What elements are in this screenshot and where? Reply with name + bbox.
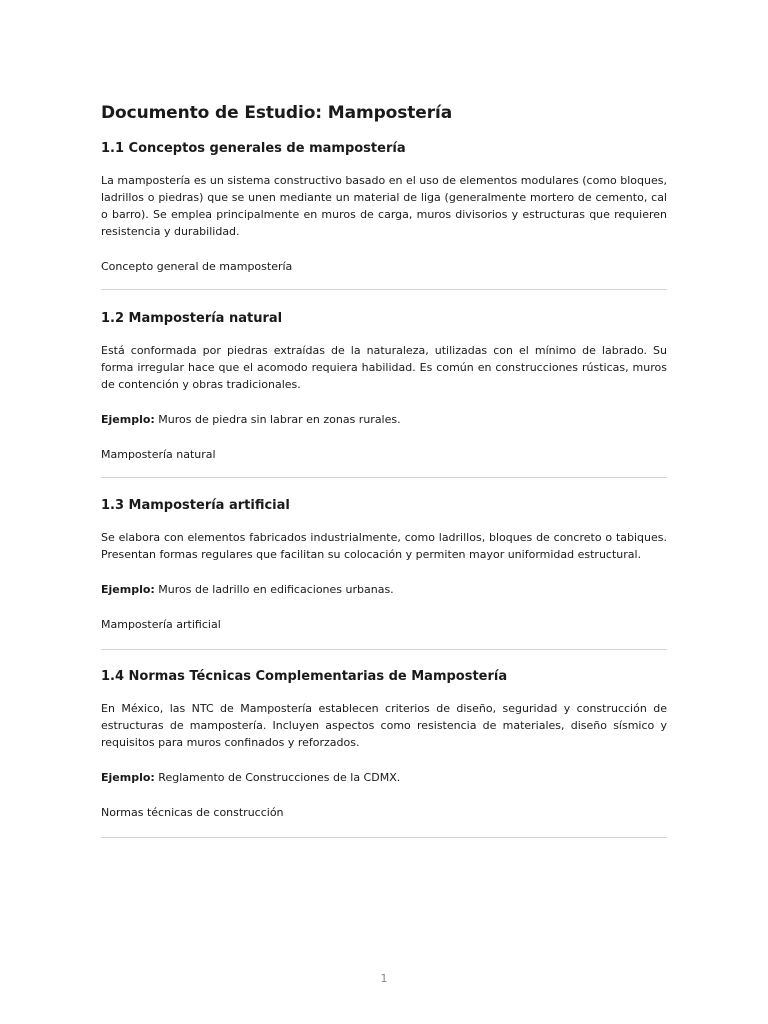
section-divider bbox=[101, 289, 667, 290]
section-heading: 1.3 Mampostería artificial bbox=[101, 498, 290, 513]
image-caption: Mampostería artificial bbox=[101, 618, 221, 631]
example-label: Ejemplo: bbox=[101, 413, 155, 426]
section-divider bbox=[101, 477, 667, 478]
section-normas-tecnicas bbox=[101, 668, 667, 821]
example-line bbox=[101, 411, 667, 428]
section-heading: 1.1 Conceptos generales de mampostería bbox=[101, 141, 406, 156]
section-paragraph: En México, las NTC de Mampostería establecen criterios de diseño, seguridad y construcción de estructuras de mampostería. Incluyen aspectos como resistencia de materiales, diseño sísmico y requisitos para muros confinados y reforzados. bbox=[101, 702, 667, 749]
example-label: Ejemplo: bbox=[101, 771, 155, 784]
section-divider bbox=[101, 649, 667, 650]
image-caption: Mampostería natural bbox=[101, 448, 216, 461]
section-heading: 1.4 Normas Técnicas Complementarias de Mampostería bbox=[101, 669, 508, 684]
section-heading: 1.2 Mampostería natural bbox=[101, 311, 283, 326]
section-paragraph: La mampostería es un sistema constructivo basado en el uso de elementos modulares (como bloques, ladrillos o piedras) que se unen mediante un material de liga (generalmente mortero de cemento, cal o barro). Se emplea principalmente en muros de carga, muros divisorios y estructuras que requieren resistencia y durabilidad. bbox=[101, 174, 667, 238]
example-text: Muros de piedra sin labrar en zonas rurales. bbox=[154, 413, 401, 426]
section-mamposteria-natural bbox=[101, 310, 667, 463]
example-label: Ejemplo: bbox=[101, 583, 155, 596]
document-title: Documento de Estudio: Mampostería bbox=[101, 103, 453, 123]
image-caption: Normas técnicas de construcción bbox=[101, 806, 284, 819]
section-conceptos-generales bbox=[101, 140, 667, 275]
example-line bbox=[101, 581, 667, 598]
section-mamposteria-artificial bbox=[101, 497, 667, 633]
example-text: Reglamento de Construcciones de la CDMX. bbox=[154, 771, 401, 784]
example-text: Muros de ladrillo en edificaciones urbanas. bbox=[154, 583, 394, 596]
image-caption: Concepto general de mampostería bbox=[101, 260, 293, 273]
section-divider bbox=[101, 837, 667, 838]
example-line bbox=[101, 769, 667, 786]
section-paragraph: Se elabora con elementos fabricados industrialmente, como ladrillos, bloques de concreto o tabiques. Presentan formas regulares que facilitan su colocación y permiten mayor uniformidad estructural. bbox=[101, 531, 667, 561]
page-number: 1 bbox=[380, 972, 388, 985]
section-paragraph: Está conformada por piedras extraídas de la naturaleza, utilizadas con el mínimo de labrado. Su forma irregular hace que el acomodo requiera habilidad. Es común en construcciones rústicas, muros de contención y obras tradicionales. bbox=[101, 344, 667, 391]
